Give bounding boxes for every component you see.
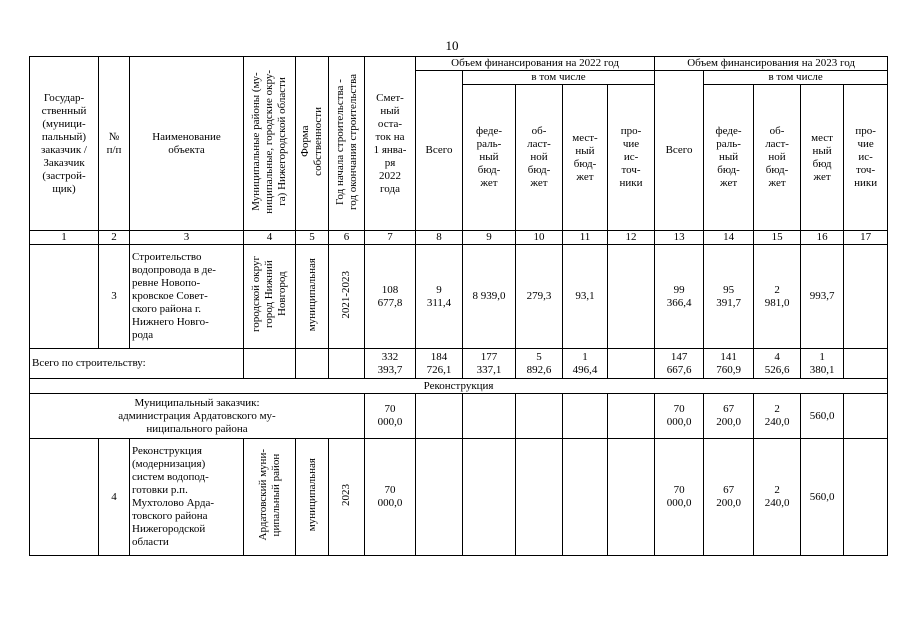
empty-cell	[844, 349, 888, 379]
col-number: 16	[801, 231, 844, 245]
row4-local-2023: 560,0	[801, 439, 844, 556]
empty-cell	[563, 439, 608, 556]
row3-estimate: 108 677,8	[365, 245, 416, 349]
col-number: 5	[296, 231, 329, 245]
col-number: 11	[563, 231, 608, 245]
row3-local-2022: 93,1	[563, 245, 608, 349]
col-number: 12	[608, 231, 655, 245]
row3-federal-2022: 8 939,0	[463, 245, 516, 349]
row3-local-2023: 993,7	[801, 245, 844, 349]
header-fin-2022: Объем финансирования на 2022 год	[416, 57, 655, 71]
col-number: 10	[516, 231, 563, 245]
total-local-2023: 1 380,1	[801, 349, 844, 379]
empty-cell	[516, 394, 563, 439]
header-object-name: Наименование объекта	[130, 57, 244, 231]
row3-ownership: муниципальная	[296, 245, 329, 349]
empty-cell	[608, 394, 655, 439]
empty-cell	[296, 349, 329, 379]
col-number: 9	[463, 231, 516, 245]
financing-table	[29, 56, 888, 556]
customer-label: Муниципальный заказчик: администрация Ардатовского му- ниципального района	[30, 394, 365, 439]
empty-cell	[463, 394, 516, 439]
header-ownership: Форма собственности	[296, 57, 329, 231]
total-regional-2022: 5 892,6	[516, 349, 563, 379]
col-number: 1	[30, 231, 99, 245]
header-local-2023: мест ный бюд жет	[801, 85, 844, 231]
header-other-2022: про- чие ис- точ- ники	[608, 85, 655, 231]
row3-total-2022: 9 311,4	[416, 245, 463, 349]
row3-other-2023	[844, 245, 888, 349]
empty-cell	[844, 439, 888, 556]
row3-years: 2021-2023	[329, 245, 365, 349]
table-row	[30, 439, 888, 556]
header-customer: Государ- ственный (муници- пальный) заказчик / Заказчик (застрой- щик)	[30, 57, 99, 231]
total-total-2022: 184 726,1	[416, 349, 463, 379]
total-regional-2023: 4 526,6	[754, 349, 801, 379]
header-estimate: Смет- ный оста- ток на 1 янва- ря 2022 года	[365, 57, 416, 231]
col-number: 15	[754, 231, 801, 245]
customer-total-2023: 70 000,0	[655, 394, 704, 439]
header-other-2023: про- чие ис- точ- ники	[844, 85, 888, 231]
row3-federal-2023: 95 391,7	[704, 245, 754, 349]
header-regional-2022: об- ласт- ной бюд- жет	[516, 85, 563, 231]
page-number: 10	[445, 38, 459, 53]
row3-total-2023: 99 366,4	[655, 245, 704, 349]
col-number: 13	[655, 231, 704, 245]
header-total-2022: Всего	[416, 71, 463, 231]
empty-cell	[244, 349, 296, 379]
row4-total-2023: 70 000,0	[655, 439, 704, 556]
empty-cell	[563, 394, 608, 439]
row4-federal-2023: 67 200,0	[704, 439, 754, 556]
customer-estimate: 70 000,0	[365, 394, 416, 439]
row4-customer	[30, 439, 99, 556]
header-including-2023: в том числе	[704, 71, 888, 85]
empty-cell	[608, 439, 655, 556]
total-federal-2022: 177 337,1	[463, 349, 516, 379]
header-fin-2023: Объем финансирования на 2023 год	[655, 57, 888, 71]
total-label: Всего по строительству:	[30, 349, 244, 379]
row3-regional-2023: 2 981,0	[754, 245, 801, 349]
row4-years: 2023	[329, 439, 365, 556]
header-federal-2022: феде- раль- ный бюд- жет	[463, 85, 516, 231]
empty-cell	[608, 349, 655, 379]
total-local-2022: 1 496,4	[563, 349, 608, 379]
col-number: 7	[365, 231, 416, 245]
total-federal-2023: 141 760,9	[704, 349, 754, 379]
total-estimate: 332 393,7	[365, 349, 416, 379]
header-num: № п/п	[99, 57, 130, 231]
header-districts: Муниципальные районы (му- ниципальные, городские окру- га) Нижегородской области	[244, 57, 296, 231]
row4-ownership: муниципальная	[296, 439, 329, 556]
customer-local-2023: 560,0	[801, 394, 844, 439]
empty-cell	[516, 439, 563, 556]
empty-cell	[463, 439, 516, 556]
section-title: Реконструкция	[30, 379, 888, 394]
header-years: Год начала строительства - год окончания строительства	[329, 57, 365, 231]
header-including-2022: в том числе	[463, 71, 655, 85]
row4-num: 4	[99, 439, 130, 556]
col-number: 6	[329, 231, 365, 245]
col-number: 17	[844, 231, 888, 245]
total-row	[30, 349, 888, 379]
col-number: 8	[416, 231, 463, 245]
row3-name: Строительство водопровода в де- ревне Новопо- кровское Совет- ского района г. Нижнего Новго- рода	[130, 245, 244, 349]
empty-cell	[416, 394, 463, 439]
row4-regional-2023: 2 240,0	[754, 439, 801, 556]
col-number: 14	[704, 231, 754, 245]
empty-cell	[329, 349, 365, 379]
row4-name: Реконструкция (модернизация) систем водопод- готовки р.п. Мухтолово Арда- товского района Нижегородской области	[130, 439, 244, 556]
row3-regional-2022: 279,3	[516, 245, 563, 349]
row3-other-2022	[608, 245, 655, 349]
empty-cell	[416, 439, 463, 556]
row3-customer	[30, 245, 99, 349]
row4-estimate: 70 000,0	[365, 439, 416, 556]
customer-row	[30, 394, 888, 439]
customer-federal-2023: 67 200,0	[704, 394, 754, 439]
header-federal-2023: феде- раль- ный бюд- жет	[704, 85, 754, 231]
row3-district: городской округ город Нижний Новгород	[244, 245, 296, 349]
total-total-2023: 147 667,6	[655, 349, 704, 379]
header-total-2023: Всего	[655, 71, 704, 231]
col-number: 3	[130, 231, 244, 245]
col-number: 4	[244, 231, 296, 245]
row4-district: Ардатовский муни- ципальный район	[244, 439, 296, 556]
col-number: 2	[99, 231, 130, 245]
header-local-2022: мест- ный бюд- жет	[563, 85, 608, 231]
customer-regional-2023: 2 240,0	[754, 394, 801, 439]
table-row	[30, 245, 888, 349]
empty-cell	[844, 394, 888, 439]
row3-num: 3	[99, 245, 130, 349]
header-regional-2023: об- ласт- ной бюд- жет	[754, 85, 801, 231]
